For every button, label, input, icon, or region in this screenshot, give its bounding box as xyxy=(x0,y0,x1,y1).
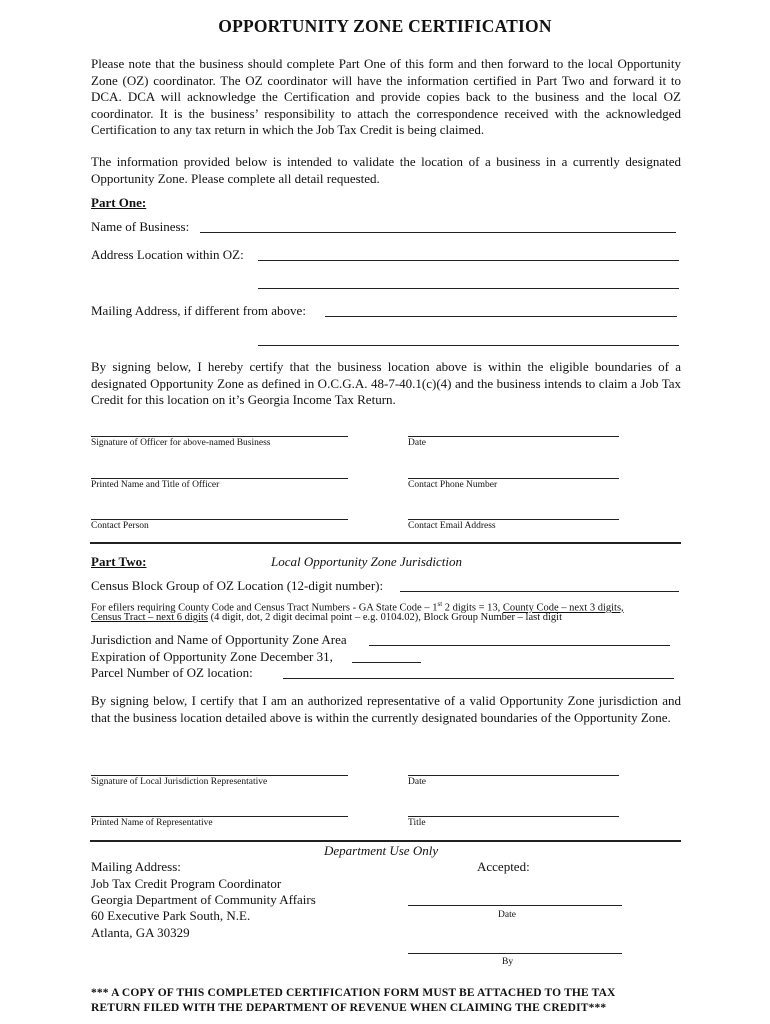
part-one-certification-text: By signing below, I hereby certify that the business location above is within the eligible boundaries of a designated Opportunity Zone as defined in O.C.G.A. 48-7-40.1(c)(4) and the business intends to claim a Job Tax Credit for this location on it’s Georgia Income Tax Return. xyxy=(91,359,681,407)
accepted-date-field[interactable] xyxy=(408,905,622,906)
efiler-note-county: County Code – next 3 digits, xyxy=(502,602,624,614)
part-two-subheading: Local Opportunity Zone Jurisdiction xyxy=(271,554,463,569)
representative-signature-field[interactable] xyxy=(91,775,348,776)
officer-signature-field[interactable] xyxy=(91,436,348,437)
address-line-4: Atlanta, GA 30329 xyxy=(91,925,190,940)
representative-date-field[interactable] xyxy=(408,775,619,776)
info-paragraph: The information provided below is intended to validate the location of a business in a currently designated Opportunity Zone. Please complete all detail requested. xyxy=(91,154,681,186)
address-line-1: Job Tax Credit Program Coordinator xyxy=(91,876,282,891)
expiration-year-field[interactable] xyxy=(352,662,421,663)
address-line-2: Georgia Department of Community Affairs xyxy=(91,892,316,907)
census-block-field[interactable] xyxy=(400,591,679,592)
contact-email-field[interactable] xyxy=(408,519,619,520)
efiler-note-text-a: For efilers requiring County Code and Census Tract Numbers - GA State Code – 1 xyxy=(91,602,438,614)
business-name-label: Name of Business: xyxy=(91,219,190,234)
efiler-note-sup: st xyxy=(437,600,443,608)
address-line-3: 60 Executive Park South, N.E. xyxy=(91,908,251,923)
parcel-number-field[interactable] xyxy=(283,678,674,679)
efiler-note-line-2 xyxy=(91,611,562,625)
accepted-by-field[interactable] xyxy=(408,953,622,954)
census-block-label: Census Block Group of OZ Location (12-digit number): xyxy=(91,578,384,593)
representative-date-label: Date xyxy=(408,777,426,787)
intro-paragraph: Please note that the business should complete Part One of this form and then forward to the local Opportunity Zone (OZ) coordinator. The OZ coordinator will have the information certified in Part Two and forward it to DCA. DCA will acknowledge the Certification and provide copies back to the business and the local OZ coordinator. It is the business’ responsibility to attach the correspondence received with the acknowledged Certification to any tax return in which the Job Tax Credit is being claimed. xyxy=(91,56,681,137)
representative-signature-label: Signature of Local Jurisdiction Representative xyxy=(91,777,268,787)
mailing-address-label: Mailing Address, if different from above: xyxy=(91,303,306,318)
contact-email-label: Contact Email Address xyxy=(408,521,496,531)
contact-person-label: Contact Person xyxy=(91,521,149,531)
form-title: OPPORTUNITY ZONE CERTIFICATION xyxy=(218,16,552,36)
part-two-heading: Part Two: xyxy=(91,554,147,569)
printed-representative-label: Printed Name of Representative xyxy=(91,818,213,828)
printed-name-title-label: Printed Name and Title of Officer xyxy=(91,480,220,490)
section-divider-department xyxy=(90,840,681,842)
address-field-line-2[interactable] xyxy=(258,288,679,289)
contact-phone-label: Contact Phone Number xyxy=(408,480,498,490)
printed-name-title-field[interactable] xyxy=(91,478,348,479)
accepted-label: Accepted: xyxy=(477,859,530,874)
mailing-address-field-line-2[interactable] xyxy=(258,345,679,346)
contact-person-field[interactable] xyxy=(91,519,348,520)
officer-date-field[interactable] xyxy=(408,436,619,437)
mailing-address-field-line-1[interactable] xyxy=(325,316,677,317)
part-two-certification-text: By signing below, I certify that I am an authorized representative of a valid Opportunity Zone jurisdiction and that the business location detailed above is within the currently designated boundaries of the Opportunity Zone. xyxy=(91,693,681,725)
efiler-note-text-b: 2 digits = 13, xyxy=(442,602,503,614)
business-name-field[interactable] xyxy=(200,232,676,233)
representative-title-field[interactable] xyxy=(408,816,619,817)
officer-signature-label: Signature of Officer for above-named Business xyxy=(91,438,271,448)
part-one-heading: Part One: xyxy=(91,195,147,210)
jurisdiction-label: Jurisdiction and Name of Opportunity Zone Area xyxy=(91,632,347,647)
efiler-note-text-c: (4 digit, dot, 2 digit decimal point – e.g. 0104.02), Block Group Number – last digit xyxy=(207,612,563,623)
mailing-address-heading: Mailing Address: xyxy=(91,859,181,874)
efiler-note-tract: Census Tract – next 6 digits xyxy=(91,612,208,623)
parcel-number-label: Parcel Number of OZ location: xyxy=(91,665,253,680)
officer-date-label: Date xyxy=(408,438,426,448)
accepted-date-label: Date xyxy=(498,910,516,920)
department-use-heading: Department Use Only xyxy=(324,843,439,858)
accepted-by-label: By xyxy=(502,957,514,967)
jurisdiction-field[interactable] xyxy=(369,645,670,646)
contact-phone-field[interactable] xyxy=(408,478,619,479)
expiration-label: Expiration of Opportunity Zone December 31, xyxy=(91,649,333,664)
representative-title-label: Title xyxy=(408,818,426,828)
footer-notice-line-2: RETURN FILED WITH THE DEPARTMENT OF REVENUE WHEN CLAIMING THE CREDIT*** xyxy=(91,1002,607,1014)
printed-representative-field[interactable] xyxy=(91,816,348,817)
address-field-line-1[interactable] xyxy=(258,260,679,261)
section-divider-part-two xyxy=(90,542,681,544)
footer-notice-line-1: *** A COPY OF THIS COMPLETED CERTIFICATION FORM MUST BE ATTACHED TO THE TAX xyxy=(91,987,616,999)
address-label: Address Location within OZ: xyxy=(91,247,244,262)
